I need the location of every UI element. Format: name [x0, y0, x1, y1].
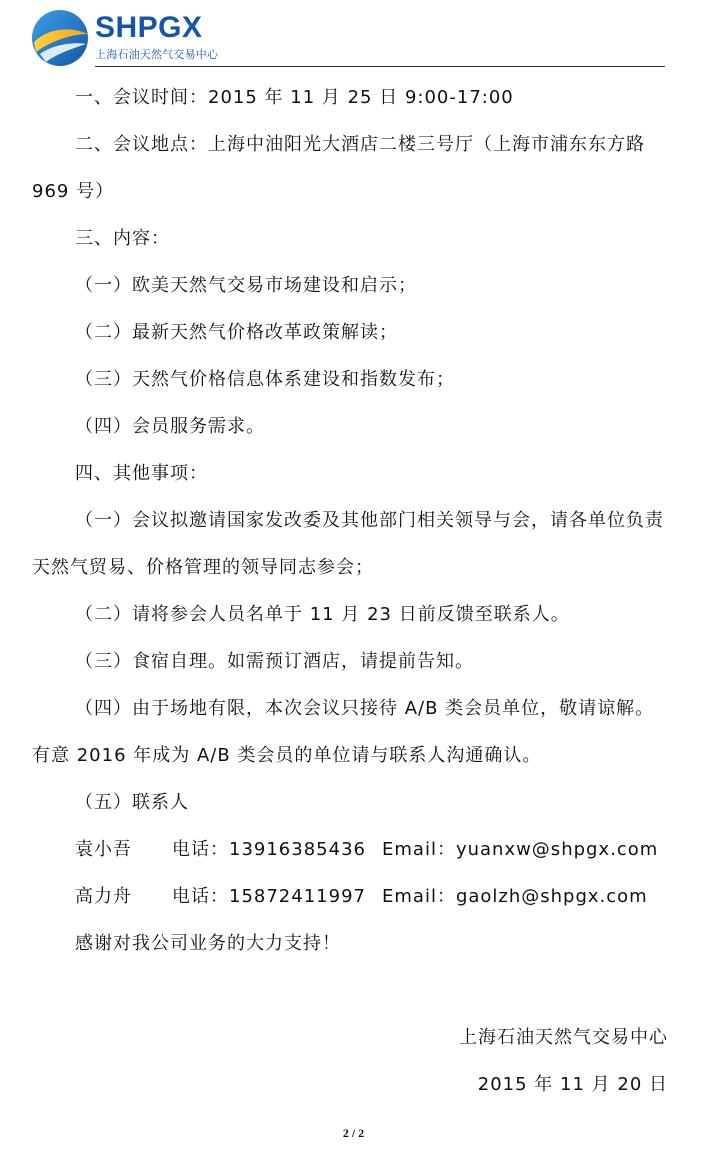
- brand-name: SHPGX: [95, 11, 203, 44]
- contact-name: 高力舟: [75, 886, 132, 907]
- contact-name: 袁小吾: [75, 839, 132, 860]
- content-heading: 三、内容：: [75, 228, 170, 249]
- shpgx-logo-icon: [30, 8, 90, 68]
- signature-org: 上海石油天然气交易中心: [459, 1027, 668, 1048]
- content-item-1: （一）欧美天然气交易市场建设和启示；: [75, 275, 417, 296]
- thanks-line: 感谢对我公司业务的大力支持！: [75, 933, 341, 954]
- contact-phone: 电话：13916385436: [172, 839, 366, 860]
- content-item-3: （三）天然气价格信息体系建设和指数发布；: [75, 369, 455, 390]
- brand-subtitle: 上海石油天然气交易中心: [95, 48, 219, 61]
- contact-phone: 电话：15872411997: [172, 886, 366, 907]
- letter-body: [32, 74, 668, 1108]
- header-divider: [95, 66, 665, 67]
- other-matters-heading: 四、其他事项：: [75, 463, 208, 484]
- content-item-2: （二）最新天然气价格改革政策解读；: [75, 322, 398, 343]
- contact-row: [32, 873, 668, 920]
- other-item-4: （四）由于场地有限，本次会议只接待 A/B 类会员单位，敬请谅解。有意 2016 年成为 A/B 类会员的单位请与联系人沟通确认。: [32, 698, 655, 766]
- contact-email: Email：gaolzh@shpgx.com: [382, 886, 648, 907]
- meeting-time: 一、会议时间：2015 年 11 月 25 日 9:00-17:00: [75, 87, 514, 108]
- other-item-1: （一）会议拟邀请国家发改委及其他部门相关领导与会，请各单位负责天然气贸易、价格管理的领导同志参会；: [32, 510, 664, 578]
- spacer: [32, 967, 668, 1014]
- page-number: 2 / 2: [342, 1126, 365, 1140]
- contact-email: Email：yuanxw@shpgx.com: [382, 839, 659, 860]
- signature-date: 2015 年 11 月 20 日: [477, 1074, 668, 1095]
- other-item-2: （二）请将参会人员名单于 11 月 23 日前反馈至联系人。: [75, 604, 570, 625]
- content-item-4: （四）会员服务需求。: [75, 416, 265, 437]
- contacts-heading: （五）联系人: [75, 792, 189, 813]
- contact-row: [32, 826, 668, 873]
- meeting-location: 二、会议地点：上海中油阳光大酒店二楼三号厅（上海市浦东东方路 969 号）: [32, 134, 645, 202]
- other-item-3: （三）食宿自理。如需预订酒店，请提前告知。: [75, 651, 474, 672]
- letterhead: [0, 0, 707, 70]
